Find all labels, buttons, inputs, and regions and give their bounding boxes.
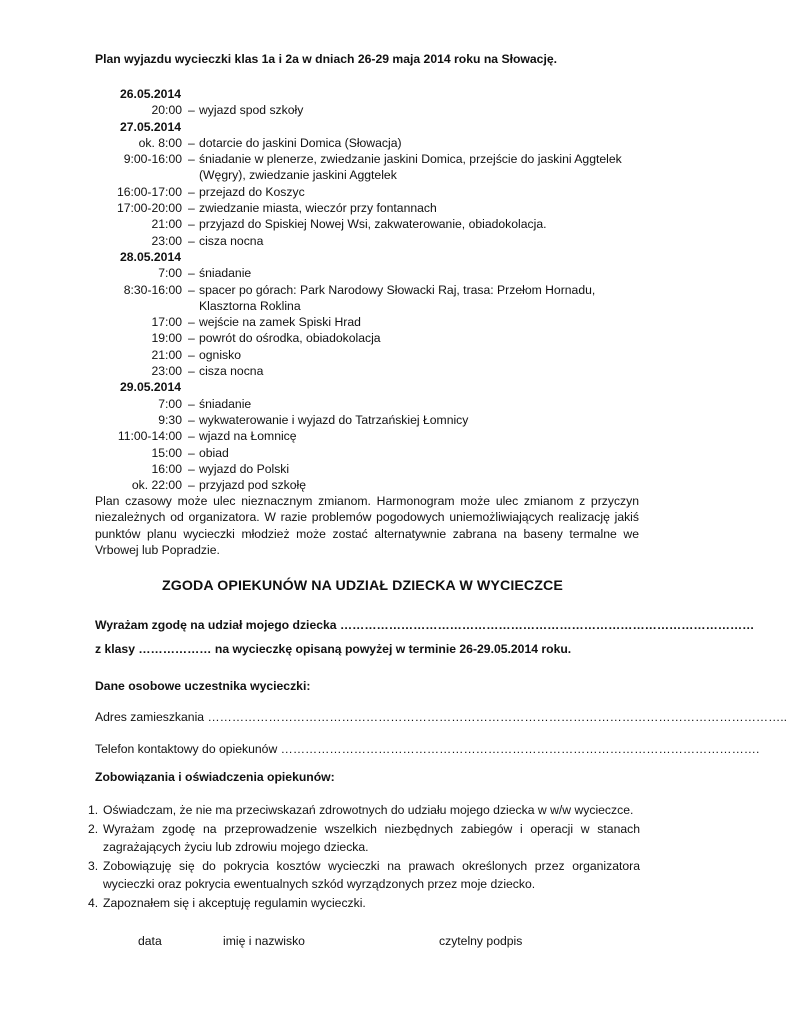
obligation-text: Zobowiązuję się do pokrycia kosztów wycieczki na prawach określonych przez organizatora wycieczki oraz pokrycia ewentualnych szkód wyrządzonych przez moje dziecko. bbox=[103, 858, 640, 891]
schedule-item bbox=[0, 477, 725, 493]
schedule-dash: – bbox=[188, 396, 195, 411]
schedule-date: 26.05.2014 bbox=[120, 87, 181, 101]
schedule-dash: – bbox=[188, 478, 195, 493]
schedule-dash: – bbox=[188, 282, 195, 297]
schedule-date-row bbox=[0, 119, 725, 135]
schedule-item bbox=[0, 396, 725, 412]
schedule-time: 23:00 bbox=[151, 233, 182, 248]
schedule-dash: – bbox=[188, 429, 195, 444]
schedule-dash: – bbox=[188, 103, 195, 118]
schedule-time: 9:00-16:00 bbox=[123, 152, 182, 167]
guardian-phone-field: Telefon kontaktowy do opiekunów ………………………………………………………………………………………………………. bbox=[95, 742, 760, 756]
schedule-time: 16:00-17:00 bbox=[116, 184, 182, 199]
obligation-number: 1. bbox=[88, 803, 99, 817]
schedule-description bbox=[188, 347, 648, 363]
schedule-dash: – bbox=[188, 412, 195, 427]
schedule-description bbox=[188, 477, 648, 493]
schedule-description bbox=[188, 314, 648, 330]
schedule-description-text: śniadanie bbox=[199, 396, 252, 411]
schedule-dash: – bbox=[188, 152, 195, 167]
schedule-description bbox=[188, 216, 648, 232]
schedule-description bbox=[188, 412, 648, 428]
schedule-description-continuation: (Węgry), zwiedzanie jaskini Aggtelek bbox=[199, 168, 397, 183]
schedule-description bbox=[188, 282, 648, 315]
schedule-description-text: wykwaterowanie i wyjazd do Tatrzańskiej Łomnicy bbox=[199, 412, 469, 427]
schedule-dash: – bbox=[188, 315, 195, 330]
address-field: Adres zamieszkania …………………………………………………………………………………………………………………………….. bbox=[95, 710, 787, 724]
schedule-description-text: ognisko bbox=[199, 347, 242, 362]
schedule-date-row bbox=[0, 249, 725, 265]
schedule-item bbox=[0, 200, 725, 216]
schedule-description bbox=[188, 233, 648, 249]
schedule-item bbox=[0, 265, 725, 281]
schedule-dash: – bbox=[188, 135, 195, 150]
schedule-description bbox=[188, 396, 648, 412]
schedule-date: 29.05.2014 bbox=[120, 380, 181, 395]
schedule-description-text: dotarcie do jaskini Domica (Słowacja) bbox=[199, 135, 402, 150]
schedule-description bbox=[188, 265, 648, 281]
schedule-description-text: śniadanie w plenerze, zwiedzanie jaskini Domica, przejście do jaskini Aggtelek bbox=[199, 152, 622, 167]
schedule-dash: – bbox=[188, 233, 195, 248]
schedule-time: 9:30 bbox=[158, 412, 182, 427]
signature-sign-label: czytelny podpis bbox=[439, 934, 523, 948]
obligation-text: Oświadczam, że nie ma przeciwskazań zdrowotnych do udziału mojego dziecka w w/w wycieczce. bbox=[103, 803, 634, 817]
schedule-description bbox=[188, 135, 648, 151]
schedule-item bbox=[0, 135, 725, 151]
schedule-description-text: wyjazd spod szkoły bbox=[199, 103, 304, 118]
schedule-description bbox=[188, 363, 648, 379]
obligation-number: 4. bbox=[88, 895, 99, 910]
schedule-description bbox=[188, 151, 648, 184]
schedule-item bbox=[0, 347, 725, 363]
schedule-description-text: zwiedzanie miasta, wieczór przy fontannach bbox=[199, 201, 437, 216]
schedule-description bbox=[188, 428, 648, 444]
schedule-description bbox=[188, 445, 648, 461]
schedule-item bbox=[0, 412, 725, 428]
schedule-description bbox=[188, 461, 648, 477]
schedule-description-text: przyjazd pod szkołę bbox=[199, 478, 307, 493]
schedule-description-text: przejazd do Koszyc bbox=[199, 184, 305, 199]
schedule-date: 28.05.2014 bbox=[120, 249, 181, 264]
schedule-dash: – bbox=[188, 217, 195, 232]
schedule-item bbox=[0, 151, 725, 184]
signature-name-label: imię i nazwisko bbox=[223, 934, 305, 948]
schedule-description bbox=[188, 184, 648, 200]
schedule-time: ok. 8:00 bbox=[138, 135, 182, 150]
schedule-dash: – bbox=[188, 364, 195, 379]
schedule-description-text: powrót do ośrodka, obiadokolacja bbox=[199, 331, 381, 346]
obligation-item bbox=[88, 894, 640, 913]
schedule-time: 16:00 bbox=[151, 461, 182, 476]
schedule-description bbox=[188, 102, 648, 118]
obligations-heading: Zobowiązania i oświadczenia opiekunów: bbox=[95, 770, 335, 784]
schedule-item bbox=[0, 363, 725, 379]
schedule-item bbox=[0, 445, 725, 461]
schedule-dash: – bbox=[188, 266, 195, 281]
schedule-time: 19:00 bbox=[151, 331, 182, 346]
schedule-date-row bbox=[0, 379, 725, 395]
schedule-description-text: spacer po górach: Park Narodowy Słowacki Raj, trasa: Przełom Hornadu, bbox=[199, 282, 596, 297]
schedule-time: 7:00 bbox=[158, 396, 182, 411]
schedule-time: 15:00 bbox=[151, 445, 182, 460]
schedule-description bbox=[188, 330, 648, 346]
document-title: Plan wyjazdu wycieczki klas 1a i 2a w dniach 26-29 maja 2014 roku na Słowację. bbox=[95, 52, 558, 66]
schedule-time: 17:00-20:00 bbox=[116, 201, 182, 216]
obligation-number: 3. bbox=[88, 858, 99, 873]
schedule-item bbox=[0, 428, 725, 444]
consent-heading: ZGODA OPIEKUNÓW NA UDZIAŁ DZIECKA W WYCIECZCE bbox=[162, 578, 563, 594]
schedule-description-text: cisza nocna bbox=[199, 364, 264, 379]
obligation-item bbox=[88, 857, 640, 894]
schedule-time: 7:00 bbox=[158, 266, 182, 281]
schedule-date: 27.05.2014 bbox=[120, 119, 181, 134]
schedule-description-text: obiad bbox=[199, 445, 229, 460]
schedule-time: 21:00 bbox=[151, 217, 182, 232]
schedule-time: 23:00 bbox=[151, 364, 182, 379]
schedule-description bbox=[188, 200, 648, 216]
schedule-item bbox=[0, 461, 725, 477]
schedule-dash: – bbox=[188, 201, 195, 216]
obligation-number: 2. bbox=[88, 821, 99, 836]
schedule-time: 21:00 bbox=[151, 347, 182, 362]
trip-schedule bbox=[0, 86, 725, 493]
obligation-text: Wyrażam zgodę na przeprowadzenie wszelkich niezbędnych zabiegów i operacji w stanach zagrażających życiu lub zdrowiu mojego dziecka. bbox=[103, 821, 640, 854]
schedule-dash: – bbox=[188, 445, 195, 460]
consent-child-line: Wyrażam zgodę na udział mojego dziecka ………………………………………………………………………………………… bbox=[95, 618, 755, 632]
schedule-note: Plan czasowy może ulec nieznacznym zmianom. Harmonogram może ulec zmianom z przyczyn niezależnych od organizatora. W razie problemów pogodowych uniemożliwiających realizację jakiś punktów planu wycieczki młodzież może zostać alternatywnie zabrana na baseny termalne we Vrbowej lub Popradzie. bbox=[95, 494, 639, 557]
schedule-description-text: wejście na zamek Spiski Hrad bbox=[199, 315, 361, 330]
schedule-description-continuation: Klasztorna Roklina bbox=[199, 298, 301, 313]
schedule-time: 8:30-16:00 bbox=[123, 282, 182, 297]
schedule-description-text: wyjazd do Polski bbox=[199, 461, 290, 476]
schedule-date-row bbox=[0, 86, 725, 102]
schedule-item bbox=[0, 102, 725, 118]
schedule-item bbox=[0, 233, 725, 249]
schedule-item bbox=[0, 314, 725, 330]
schedule-description-text: śniadanie bbox=[199, 266, 252, 281]
schedule-description-text: przyjazd do Spiskiej Nowej Wsi, zakwaterowanie, obiadokolacja. bbox=[199, 217, 547, 232]
schedule-item bbox=[0, 282, 725, 315]
schedule-time: ok. 22:00 bbox=[131, 478, 182, 493]
schedule-item bbox=[0, 216, 725, 232]
obligation-item bbox=[88, 801, 640, 820]
consent-class-line: z klasy ……………… na wycieczkę opisaną powyżej w terminie 26-29.05.2014 roku. bbox=[95, 642, 572, 656]
obligation-item bbox=[88, 820, 640, 857]
signature-date-label: data bbox=[138, 934, 162, 948]
schedule-time: 17:00 bbox=[151, 315, 182, 330]
obligation-text: Zapoznałem się i akceptuję regulamin wycieczki. bbox=[103, 895, 366, 910]
schedule-time: 20:00 bbox=[151, 103, 182, 118]
schedule-description-text: cisza nocna bbox=[199, 233, 264, 248]
schedule-dash: – bbox=[188, 331, 195, 346]
schedule-item bbox=[0, 330, 725, 346]
schedule-dash: – bbox=[188, 184, 195, 199]
schedule-description-text: wjazd na Łomnicę bbox=[199, 429, 297, 444]
schedule-time: 11:00-14:00 bbox=[117, 429, 182, 444]
obligations-list bbox=[88, 801, 640, 912]
participant-data-heading: Dane osobowe uczestnika wycieczki: bbox=[95, 679, 311, 693]
schedule-dash: – bbox=[188, 347, 195, 362]
schedule-dash: – bbox=[188, 461, 195, 476]
schedule-item bbox=[0, 184, 725, 200]
